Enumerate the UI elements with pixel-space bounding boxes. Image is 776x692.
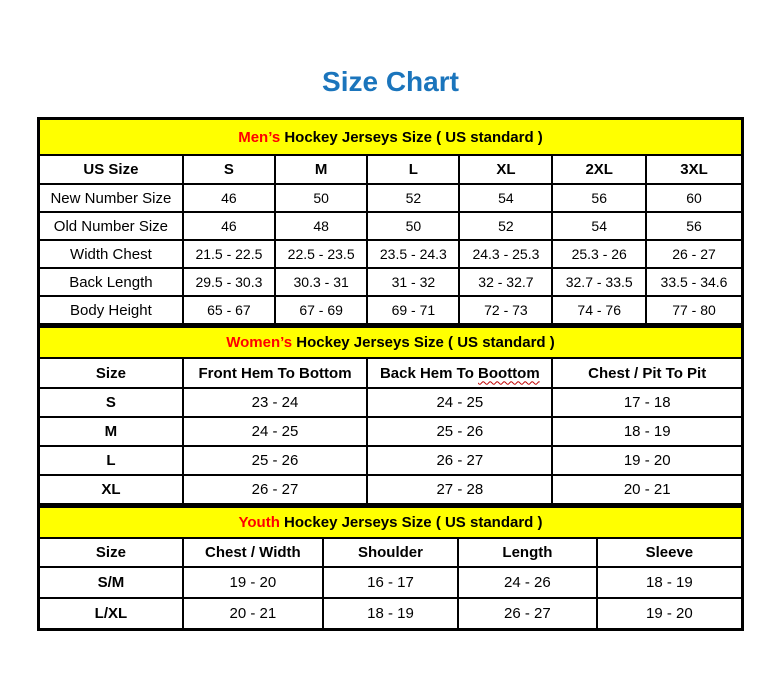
size-value-cell: 77 - 80 <box>646 296 742 325</box>
size-value-cell: 18 - 19 <box>552 417 742 446</box>
womens-header-row <box>39 358 743 388</box>
size-value-cell: 23 - 24 <box>183 388 367 417</box>
size-value-cell: 56 <box>646 212 742 240</box>
size-value-cell: 52 <box>367 184 459 212</box>
womens-banner-text: Hockey Jerseys Size ( US standard ) <box>292 334 555 351</box>
size-value-cell: 67 - 69 <box>275 296 367 325</box>
mens-header-row <box>39 155 743 184</box>
size-value-cell: 16 - 17 <box>323 567 458 598</box>
size-value-cell: 46 <box>183 212 275 240</box>
column-header-sleeve: Sleeve <box>597 538 743 567</box>
youth-banner <box>39 507 743 539</box>
row-label: Old Number Size <box>39 212 183 240</box>
row-label: S <box>39 388 183 417</box>
back-hem-misspelled-word: Boottom <box>478 364 540 382</box>
size-value-cell: 52 <box>459 212 552 240</box>
column-header-chest-width: Chest / Width <box>183 538 323 567</box>
size-value-cell: 26 - 27 <box>458 598 597 630</box>
table-row-youth-lxl <box>39 598 743 630</box>
size-value-cell: 54 <box>459 184 552 212</box>
size-chart-content <box>37 0 744 631</box>
size-value-cell: 54 <box>552 212 646 240</box>
size-value-cell: 56 <box>552 184 646 212</box>
size-value-cell: 50 <box>275 184 367 212</box>
column-header-s: S <box>183 155 275 184</box>
row-label: S/M <box>39 567 183 598</box>
table-row-new-number-size <box>39 184 743 212</box>
size-value-cell: 19 - 20 <box>552 446 742 475</box>
table-row-womens-s <box>39 388 743 417</box>
size-value-cell: 18 - 19 <box>323 598 458 630</box>
youth-size-table <box>37 505 744 631</box>
size-value-cell: 69 - 71 <box>367 296 459 325</box>
row-label: L/XL <box>39 598 183 630</box>
size-value-cell: 25 - 26 <box>367 417 552 446</box>
size-value-cell: 23.5 - 24.3 <box>367 240 459 268</box>
size-value-cell: 21.5 - 22.5 <box>183 240 275 268</box>
size-value-cell: 29.5 - 30.3 <box>183 268 275 296</box>
table-row-womens-xl <box>39 475 743 505</box>
column-header-m: M <box>275 155 367 184</box>
size-value-cell: 18 - 19 <box>597 567 743 598</box>
mens-banner-row <box>39 119 743 156</box>
mens-size-table <box>37 117 744 326</box>
size-value-cell: 72 - 73 <box>459 296 552 325</box>
youth-header-row <box>39 538 743 567</box>
column-header-shoulder: Shoulder <box>323 538 458 567</box>
size-value-cell: 26 - 27 <box>367 446 552 475</box>
mens-banner-highlight: Men’s <box>238 128 281 146</box>
table-row-width-chest <box>39 240 743 268</box>
size-value-cell: 33.5 - 34.6 <box>646 268 742 296</box>
column-header-l: L <box>367 155 459 184</box>
mens-banner <box>39 119 743 156</box>
womens-size-table <box>37 325 744 506</box>
size-value-cell: 26 - 27 <box>646 240 742 268</box>
size-value-cell: 24.3 - 25.3 <box>459 240 552 268</box>
size-value-cell: 25.3 - 26 <box>552 240 646 268</box>
size-value-cell: 19 - 20 <box>183 567 323 598</box>
row-label: M <box>39 417 183 446</box>
column-header-2xl: 2XL <box>552 155 646 184</box>
back-hem-label-prefix: Back Hem To <box>379 364 479 382</box>
table-row-womens-l <box>39 446 743 475</box>
size-value-cell: 65 - 67 <box>183 296 275 325</box>
youth-banner-text: Hockey Jerseys Size ( US standard ) <box>279 514 543 531</box>
size-value-cell: 60 <box>646 184 742 212</box>
row-label: Width Chest <box>39 240 183 268</box>
size-value-cell: 20 - 21 <box>552 475 742 505</box>
table-row-youth-sm <box>39 567 743 598</box>
column-header-front-hem: Front Hem To Bottom <box>183 358 367 388</box>
size-value-cell: 50 <box>367 212 459 240</box>
womens-banner <box>39 327 743 359</box>
column-header-us-size: US Size <box>39 155 183 184</box>
mens-banner-text: Hockey Jerseys Size ( US standard ) <box>280 128 543 146</box>
table-row-back-length <box>39 268 743 296</box>
youth-banner-row <box>39 507 743 539</box>
row-label: XL <box>39 475 183 505</box>
table-row-womens-m <box>39 417 743 446</box>
size-value-cell: 32 - 32.7 <box>459 268 552 296</box>
size-value-cell: 22.5 - 23.5 <box>275 240 367 268</box>
row-label: Body Height <box>39 296 183 325</box>
size-value-cell: 27 - 28 <box>367 475 552 505</box>
size-value-cell: 25 - 26 <box>183 446 367 475</box>
table-row-body-height <box>39 296 743 325</box>
table-row-old-number-size <box>39 212 743 240</box>
size-value-cell: 31 - 32 <box>367 268 459 296</box>
womens-banner-highlight: Women’s <box>226 334 293 351</box>
size-value-cell: 24 - 25 <box>183 417 367 446</box>
size-value-cell: 17 - 18 <box>552 388 742 417</box>
size-value-cell: 20 - 21 <box>183 598 323 630</box>
size-value-cell: 46 <box>183 184 275 212</box>
womens-banner-row <box>39 327 743 359</box>
size-value-cell: 24 - 25 <box>367 388 552 417</box>
column-header-chest-pit: Chest / Pit To Pit <box>552 358 742 388</box>
size-value-cell: 48 <box>275 212 367 240</box>
size-value-cell: 24 - 26 <box>458 567 597 598</box>
page-title: Size Chart <box>322 66 459 97</box>
size-value-cell: 74 - 76 <box>552 296 646 325</box>
youth-banner-highlight: Youth <box>238 514 280 531</box>
column-header-size: Size <box>39 358 183 388</box>
column-header-size: Size <box>39 538 183 567</box>
row-label: New Number Size <box>39 184 183 212</box>
row-label: Back Length <box>39 268 183 296</box>
size-value-cell: 32.7 - 33.5 <box>552 268 646 296</box>
column-header-xl: XL <box>459 155 552 184</box>
column-header-3xl: 3XL <box>646 155 742 184</box>
size-value-cell: 30.3 - 31 <box>275 268 367 296</box>
column-header-back-hem <box>367 358 552 388</box>
size-value-cell: 26 - 27 <box>183 475 367 505</box>
column-header-length: Length <box>458 538 597 567</box>
size-value-cell: 19 - 20 <box>597 598 743 630</box>
row-label: L <box>39 446 183 475</box>
